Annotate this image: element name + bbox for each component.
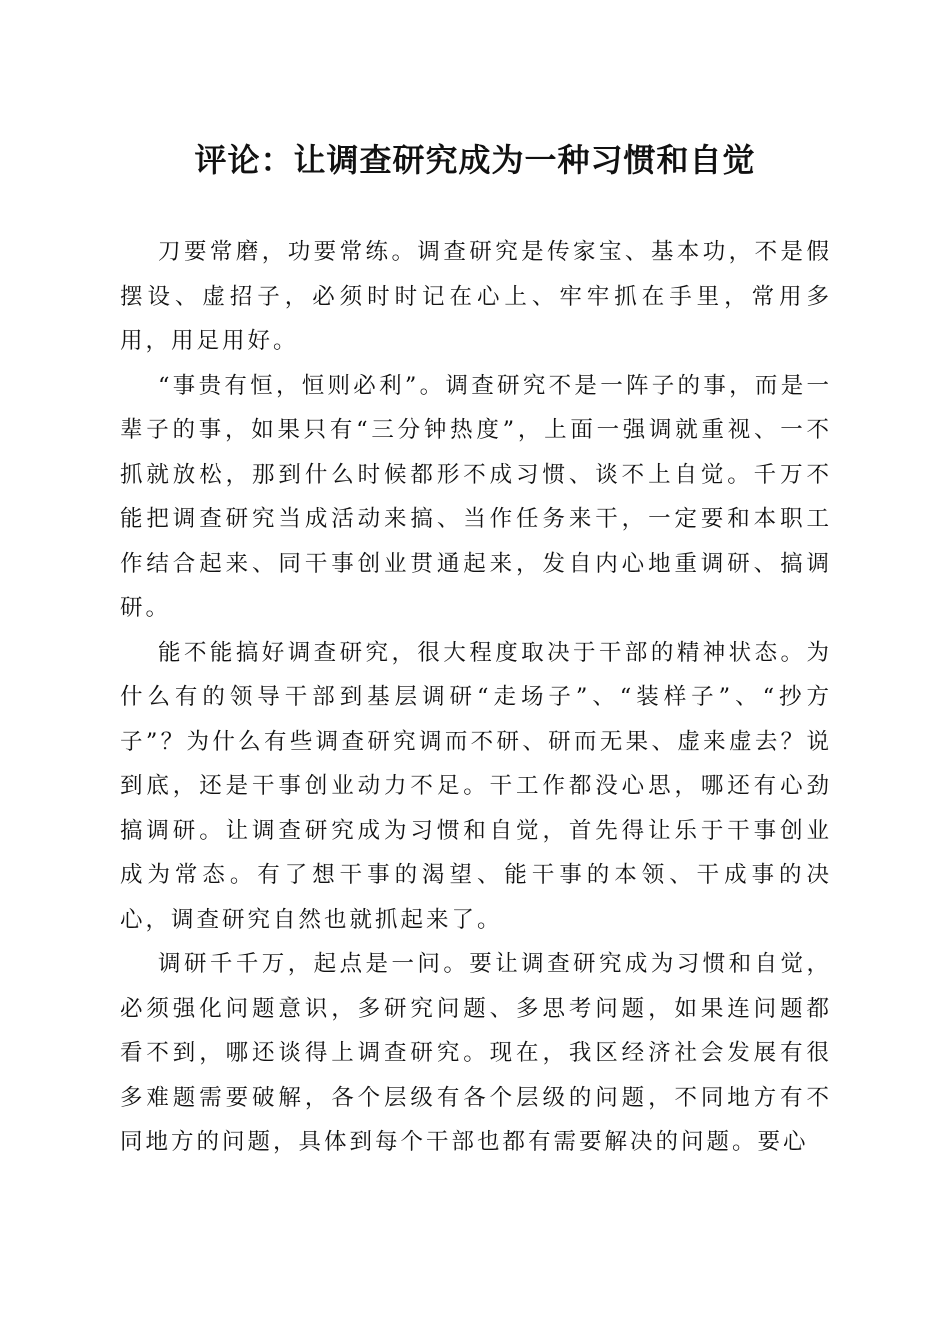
paragraph-1: 刀要常磨，功要常练。调查研究是传家宝、基本功，不是假摆设、虚招子，必须时时记在心上、牢牢抓在手里，常用多用，用足用好。 — [120, 239, 832, 354]
document-body — [120, 230, 832, 1165]
paragraph-3: 能不能搞好调查研究，很大程度取决于干部的精神状态。为什么有的领导干部到基层调研“走场子”、“装样子”、“抄方子”？为什么有些调查研究调而不研、研而无果、虚来虚去？说到底，还是干事创业动力不足。干工作都没心思，哪还有心劲搞调研。让调查研究成为习惯和自觉，首先得让乐于干事创业成为常态。有了想干事的渴望、能干事的本领、干成事的决心，调查研究自然也就抓起来了。 — [120, 639, 832, 933]
document-title: 评论：让调查研究成为一种习惯和自觉 — [194, 141, 756, 179]
paragraph-2: “事贵有恒，恒则必利”。调查研究不是一阵子的事，而是一辈子的事，如果只有“三分钟热度”，上面一强调就重视、一不抓就放松，那到什么时候都形不成习惯、谈不上自觉。千万不能把调查研究当成活动来搞、当作任务来干，一定要和本职工作结合起来、同干事创业贯通起来，发自内心地重调研、搞调研。 — [120, 372, 832, 621]
paragraph-4: 调研千千万，起点是一问。要让调查研究成为习惯和自觉，必须强化问题意识，多研究问题、多思考问题，如果连问题都看不到，哪还谈得上调查研究。现在，我区经济社会发展有很多难题需要破解，各个层级有各个层级的问题，不同地方有不同地方的问题，具体到每个干部也都有需要解决的问题。要心 — [120, 951, 832, 1155]
